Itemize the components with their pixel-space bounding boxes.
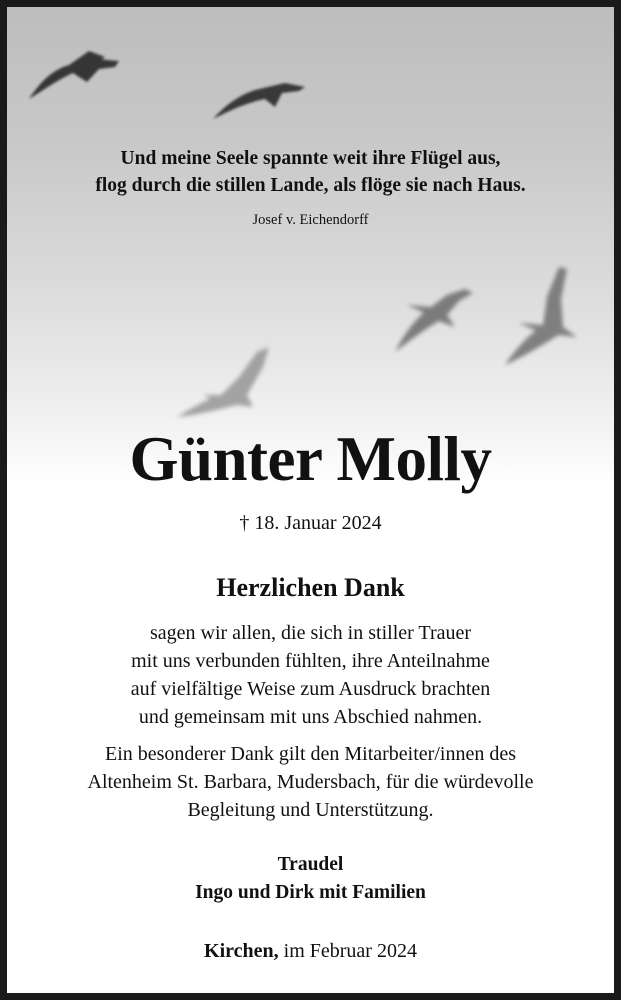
flying-cranes-illustration (7, 7, 614, 487)
place-and-date (7, 940, 614, 963)
family-signatures (7, 851, 614, 907)
death-date: † 18. Januar 2024 (239, 512, 382, 534)
quote-author: Josef v. Eichendorff (252, 212, 369, 228)
place-date: im Februar 2024 (278, 940, 417, 962)
crane-1-icon (29, 51, 119, 99)
text-line: Altenheim St. Barbara, Mudersbach, für die würdevolle (87, 771, 534, 793)
deceased-name: Günter Molly (129, 424, 492, 494)
crane-4-icon (505, 267, 577, 365)
crane-5-icon (177, 347, 269, 417)
place-city: Kirchen, (204, 940, 279, 962)
quote-line: Und meine Seele spannte weit ihre Flügel aus, (120, 148, 501, 169)
text-line: Begleitung und Unterstützung. (187, 799, 434, 821)
crane-2-icon (213, 83, 305, 119)
quote-block (7, 145, 614, 199)
text-line: auf vielfältige Weise zum Ausdruck brachten (130, 678, 491, 700)
thanks-paragraph-2 (7, 740, 614, 824)
text-line: sagen wir allen, die sich in stiller Trauer (149, 622, 472, 644)
thanks-heading: Herzlichen Dank (216, 573, 405, 602)
text-line: Ein besonderer Dank gilt den Mitarbeiter/innen des (105, 743, 516, 765)
quote-line: flog durch die stillen Lande, als flöge sie nach Haus. (95, 175, 526, 196)
text-line: und gemeinsam mit uns Abschied nahmen. (138, 706, 483, 728)
text-line: mit uns verbunden fühlten, ihre Anteilnahme (131, 650, 490, 672)
family-member: Ingo und Dirk mit Familien (195, 882, 426, 903)
thanks-paragraph-1 (7, 619, 614, 731)
crane-3-icon (395, 289, 473, 352)
family-member: Traudel (277, 854, 344, 875)
